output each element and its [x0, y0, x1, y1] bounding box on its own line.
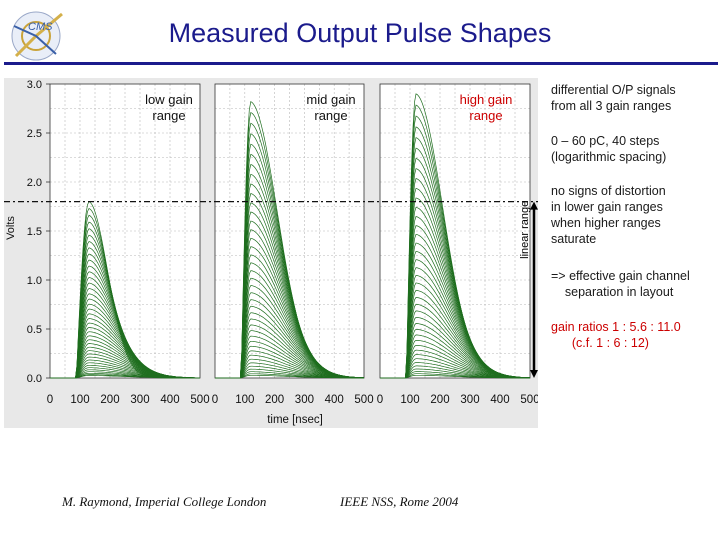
footer-conference: IEEE NSS, Rome 2004 — [340, 494, 459, 509]
y-tick-label: 0.0 — [26, 373, 42, 385]
panel-label-2: mid gain — [306, 92, 356, 107]
linear-range-arrowhead-bottom — [530, 370, 538, 378]
note-gain-separation: => effective gain channel separation in layout — [551, 269, 690, 299]
x-tick-label: 500 — [520, 394, 538, 406]
footer-author: M. Raymond, Imperial College London — [62, 494, 267, 509]
x-tick-label: 500 — [190, 394, 210, 406]
svg-text:CMS: CMS — [28, 21, 53, 33]
slide-title: Measured Output Pulse Shapes — [168, 18, 552, 48]
x-tick-label: 300 — [294, 394, 314, 406]
y-tick-label: 1.0 — [26, 275, 42, 287]
x-tick-label: 500 — [354, 394, 374, 406]
y-tick-label: 0.5 — [26, 324, 42, 336]
x-tick-label: 200 — [265, 394, 285, 406]
linear-range-label: linear range — [519, 200, 531, 259]
panel-label-3: high gain — [459, 92, 513, 107]
x-tick-label: 300 — [130, 394, 150, 406]
panel-label-3: range — [469, 108, 503, 123]
panel-label-2: range — [314, 108, 348, 123]
linear-range-arrowhead-top — [530, 202, 538, 210]
y-tick-label: 3.0 — [26, 79, 42, 91]
x-tick-label: 100 — [400, 394, 420, 406]
title-rule — [4, 62, 718, 65]
x-tick-label: 400 — [324, 394, 344, 406]
y-tick-label: 1.5 — [26, 226, 42, 238]
note-gain-ratios: gain ratios 1 : 5.6 : 11.0 (c.f. 1 : 6 : 12) — [551, 320, 681, 350]
x-tick-label: 400 — [160, 394, 180, 406]
note-no-distortion: no signs of distortion in lower gain ranges when higher ranges saturate — [551, 184, 666, 246]
x-tick-label: 100 — [235, 394, 255, 406]
x-tick-label: 100 — [70, 394, 90, 406]
x-tick-label: 0 — [211, 394, 219, 406]
x-tick-label: 200 — [100, 394, 120, 406]
x-tick-label: 0 — [376, 394, 384, 406]
note-charge-steps: 0 – 60 pC, 40 steps (logarithmic spacing) — [551, 134, 667, 164]
x-axis-title: time [nsec] — [267, 414, 323, 426]
x-tick-label: 400 — [490, 394, 510, 406]
x-tick-label: 300 — [460, 394, 480, 406]
cms-logo — [6, 6, 72, 64]
pulse-shapes-chart — [4, 78, 538, 428]
y-axis-title: Volts — [5, 216, 17, 240]
x-tick-label: 0 — [46, 394, 54, 406]
panel-label-1: range — [152, 108, 186, 123]
y-tick-label: 2.5 — [26, 128, 42, 140]
panel-label-1: low gain — [145, 92, 193, 107]
note-differential-signals: differential O/P signals from all 3 gain ranges — [551, 83, 676, 113]
x-tick-label: 200 — [430, 394, 450, 406]
plot-panel — [4, 78, 538, 428]
y-tick-label: 2.0 — [26, 177, 42, 189]
